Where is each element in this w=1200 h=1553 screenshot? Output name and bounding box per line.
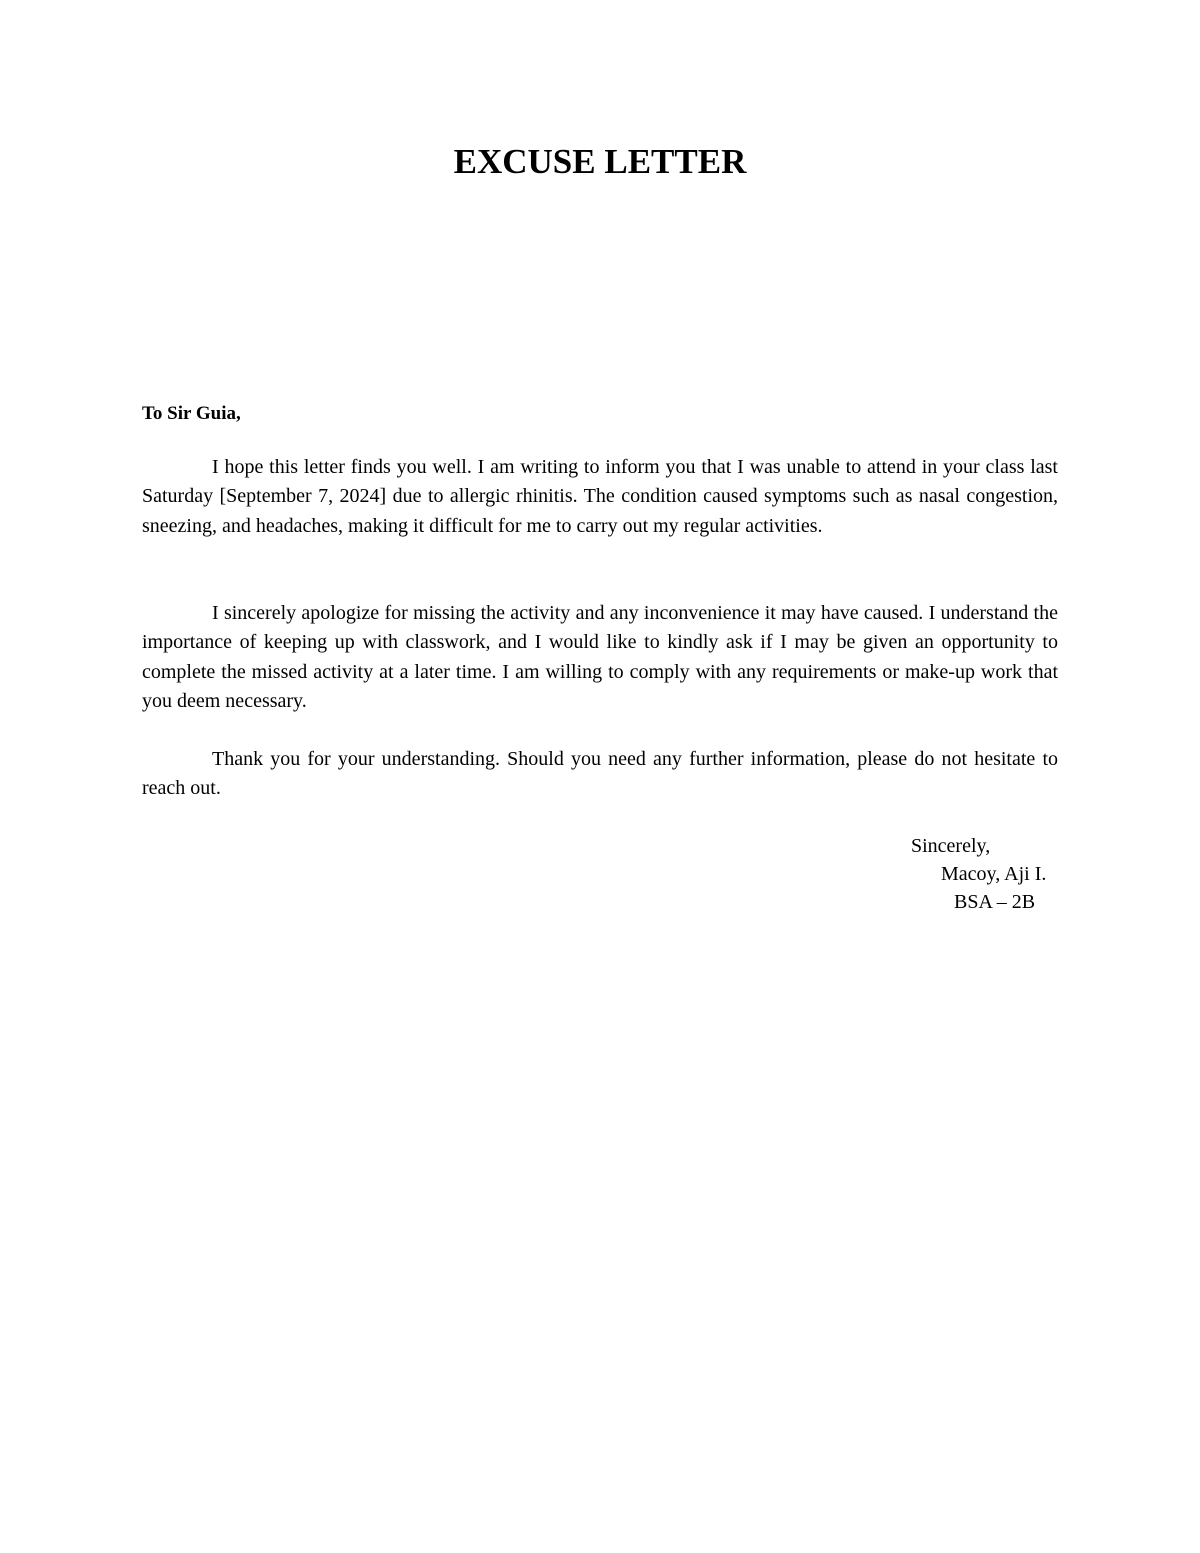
body-paragraph-1: I hope this letter finds you well. I am writing to inform you that I was unable to attend in your class last Saturday [September 7, 2024] due to allergic rhinitis. The condition caused symptoms such as nasal congestion, sneezing, and headaches, making it difficult for me to carry out my regular activities. [142, 456, 1058, 537]
body-paragraph-3: Thank you for your understanding. Should you need any further information, please do not hesitate to reach out. [142, 748, 1058, 800]
signer-section: BSA – 2B [954, 891, 1036, 913]
body-paragraph-2: I sincerely apologize for missing the activity and any inconvenience it may have caused. I understand the importance of keeping up with classwork, and I would like to kindly ask if I may be given an opportunity to complete the missed activity at a later time. I am willing to comply with any requirements or make-up work that you deem necessary. [142, 602, 1058, 712]
signer-name: Macoy, Aji I. [941, 863, 1047, 885]
closing-word: Sincerely, [911, 835, 991, 857]
letter-title: EXCUSE LETTER [453, 142, 747, 181]
salutation: To Sir Guia, [142, 403, 241, 424]
